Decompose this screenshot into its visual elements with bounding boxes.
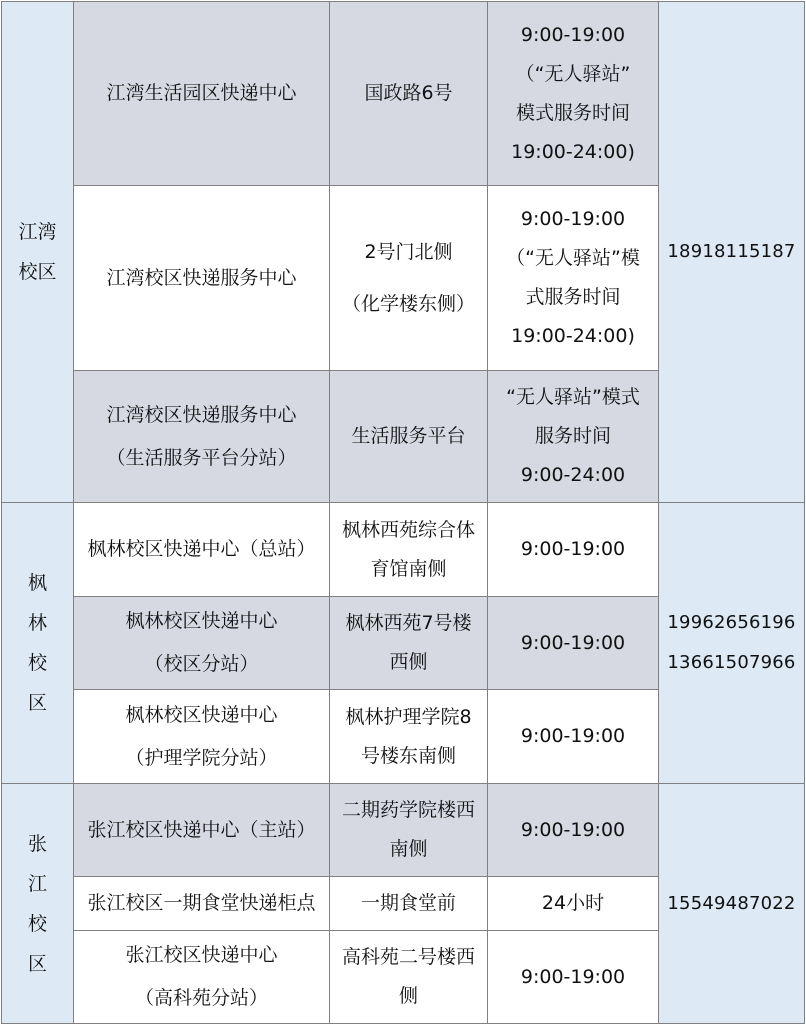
- address-text: 南侧: [389, 838, 428, 860]
- address-text: （化学楼东侧）: [341, 293, 475, 315]
- campus-name-line: 区: [27, 952, 47, 975]
- location-text: 张江校区快递中心: [125, 944, 278, 966]
- location-text: 张江校区快递中心（主站）: [87, 818, 316, 841]
- courier-service-table: [1, 1, 805, 1024]
- campus-name-line: 江: [27, 872, 47, 895]
- location-cell: [74, 186, 330, 371]
- address-text: 枫林西苑综合体: [341, 518, 475, 541]
- table-row: [2, 784, 805, 877]
- location-cell: [74, 503, 330, 597]
- hours-text: 24小时: [541, 892, 605, 914]
- hours-cell: [488, 2, 659, 186]
- location-text: 枫林校区快递中心: [125, 703, 278, 726]
- hours-text: 式服务时间: [525, 286, 621, 308]
- location-text: （高科苑分站）: [134, 987, 268, 1009]
- campus-name-line: 区: [27, 692, 47, 714]
- address-cell: [330, 877, 488, 931]
- phone-cell: [659, 2, 805, 503]
- hours-cell: [488, 877, 659, 931]
- address-cell: [330, 931, 488, 1024]
- campus-name-cell: [2, 784, 74, 1024]
- hours-text: 模式服务时间: [515, 101, 630, 124]
- hours-cell: [488, 503, 659, 597]
- campus-name-line: 校: [27, 912, 47, 935]
- address-text: 号楼东南侧: [360, 744, 456, 767]
- table-row: [2, 503, 805, 597]
- location-text: 江湾校区快递服务中心: [106, 266, 297, 289]
- address-cell: [330, 784, 488, 877]
- hours-text: 9:00-19:00: [520, 818, 626, 841]
- address-cell: [330, 2, 488, 186]
- location-text: （护理学院分站）: [125, 746, 278, 769]
- hours-text: 服务时间: [534, 425, 611, 447]
- address-text: 侧: [398, 985, 418, 1007]
- campus-name-line: 校区: [18, 261, 57, 283]
- location-text: 枫林校区快递中心（总站）: [87, 538, 316, 560]
- address-cell: [330, 690, 488, 784]
- location-cell: [74, 877, 330, 931]
- phone-number: 18918115187: [667, 241, 796, 262]
- hours-text: 9:00-19:00: [520, 725, 626, 747]
- phone-cell: [659, 503, 805, 784]
- table-row: [2, 2, 805, 186]
- phone-number: 13661507966: [667, 652, 796, 673]
- hours-cell: [488, 186, 659, 371]
- location-text: 江湾校区快递服务中心: [106, 403, 297, 426]
- hours-text: 9:00-19:00: [520, 23, 626, 46]
- hours-text: 19:00-24:00): [511, 140, 635, 163]
- hours-text: 9:00-19:00: [520, 631, 626, 654]
- hours-cell: [488, 784, 659, 877]
- campus-name-line: 枫: [27, 572, 47, 594]
- address-text: 一期食堂前: [360, 892, 456, 914]
- address-text: 枫林西苑7号楼: [345, 612, 472, 634]
- hours-text: 9:00-24:00: [520, 464, 626, 486]
- campus-name-line: 张: [27, 832, 47, 855]
- campus-name-line: 林: [27, 612, 47, 634]
- location-text: （生活服务平台分站）: [106, 446, 297, 469]
- hours-text: （“无人驿站”: [515, 62, 631, 85]
- location-cell: [74, 2, 330, 186]
- hours-cell: [488, 597, 659, 690]
- hours-text: 9:00-19:00: [520, 208, 626, 230]
- hours-text: 9:00-19:00: [520, 965, 626, 988]
- address-cell: [330, 597, 488, 690]
- phone-number: 19962656196: [667, 612, 796, 633]
- address-cell: [330, 503, 488, 597]
- campus-name-cell: [2, 503, 74, 784]
- campus-name-cell: [2, 2, 74, 503]
- hours-cell: [488, 690, 659, 784]
- hours-text: 9:00-19:00: [520, 538, 626, 560]
- address-cell: [330, 371, 488, 503]
- location-text: 江湾生活园区快递中心: [106, 82, 297, 104]
- location-cell: [74, 784, 330, 877]
- address-text: 国政路6号: [364, 82, 453, 104]
- address-text: 二期药学院楼西: [341, 799, 475, 821]
- address-text: 育馆南侧: [370, 557, 447, 580]
- address-text: 枫林护理学院8: [345, 705, 472, 728]
- hours-text: “无人驿站”模式: [506, 386, 640, 408]
- phone-number: 15549487022: [667, 892, 796, 914]
- location-cell: [74, 597, 330, 690]
- campus-name-line: 校: [27, 652, 47, 674]
- hours-text: 19:00-24:00): [511, 325, 635, 347]
- location-text: 张江校区一期食堂快递柜点: [87, 892, 316, 914]
- address-text: 西侧: [389, 651, 428, 673]
- address-text: 2号门北侧: [364, 241, 453, 263]
- address-text: 生活服务平台: [351, 425, 466, 447]
- phone-cell: [659, 784, 805, 1024]
- address-text: 高科苑二号楼西: [341, 946, 475, 968]
- hours-cell: [488, 931, 659, 1024]
- campus-name-line: 江湾: [18, 221, 57, 243]
- hours-text: （“无人驿站”模: [506, 247, 640, 269]
- location-text: 枫林校区快递中心: [125, 610, 278, 632]
- address-cell: [330, 186, 488, 371]
- location-text: （校区分站）: [144, 653, 259, 675]
- location-cell: [74, 931, 330, 1024]
- location-cell: [74, 371, 330, 503]
- hours-cell: [488, 371, 659, 503]
- location-cell: [74, 690, 330, 784]
